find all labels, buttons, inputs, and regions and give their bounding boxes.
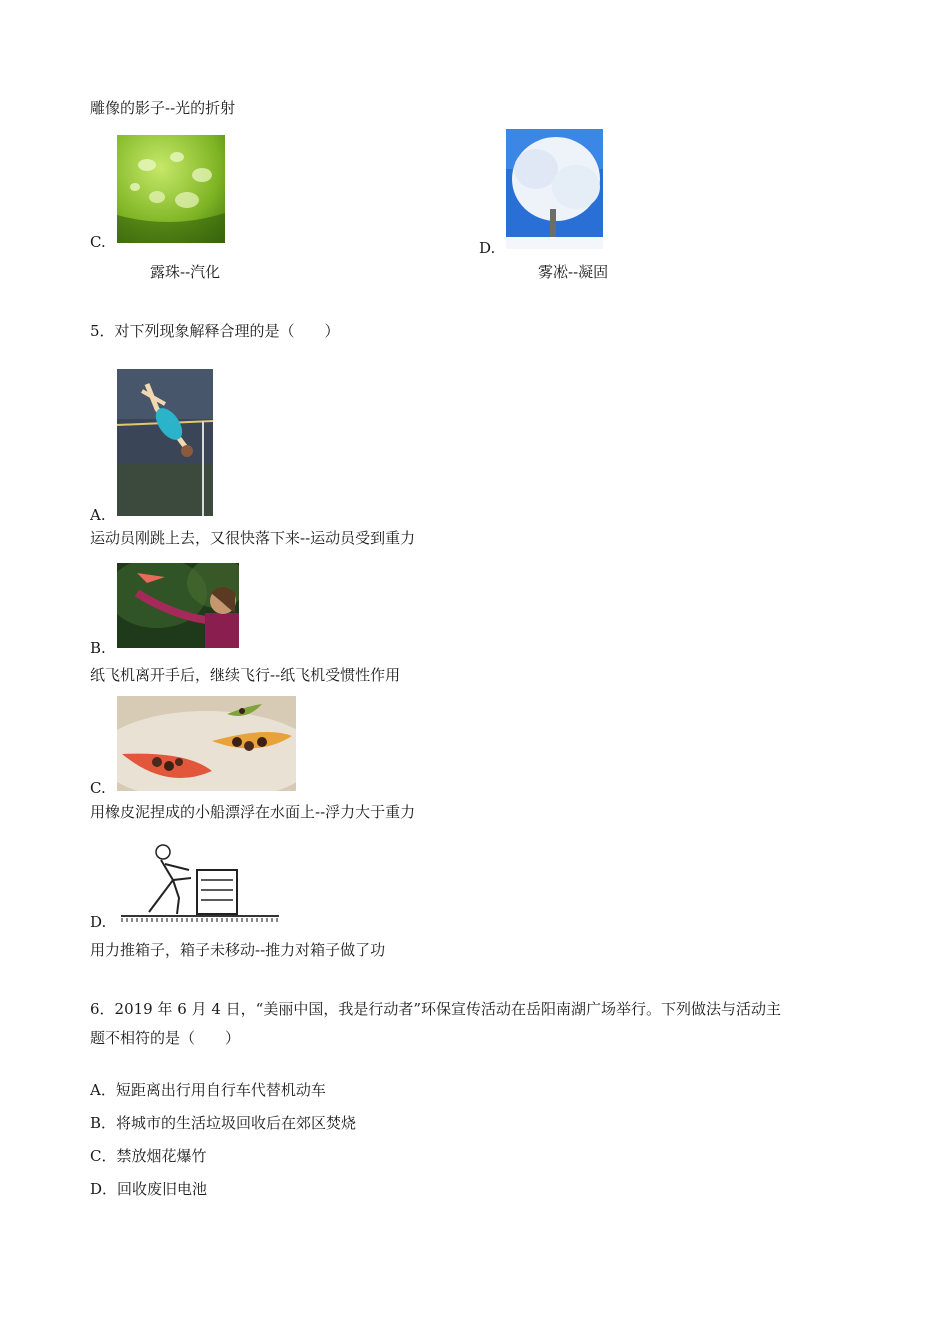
q5-stem: 5．对下列现象解释合理的是（ ） xyxy=(90,322,340,340)
q6-option-a: A．短距离出行用自行车代替机动车 xyxy=(90,1081,326,1099)
q6-option-d: D．回收废旧电池 xyxy=(90,1180,208,1198)
q5-option-c-text: 用橡皮泥捏成的小船漂浮在水面上--浮力大于重力 xyxy=(90,803,416,821)
q5-option-d-letter: D. xyxy=(90,913,107,931)
rime-tree-image xyxy=(506,129,603,249)
dewdrop-leaf-image xyxy=(117,135,225,243)
q5-option-a-text: 运动员刚跳上去，又很快落下来--运动员受到重力 xyxy=(90,529,416,547)
q5-option-c-letter: C. xyxy=(90,779,106,797)
high-jumper-image xyxy=(117,369,213,516)
q4-option-d-caption: 雾凇--凝固 xyxy=(538,263,609,281)
boy-pushing-box-image xyxy=(121,840,279,924)
q6-stem-line-1: 6．2019 年 6 月 4 日，“美丽中国，我是行动者”环保宣传活动在岳阳南湖广场举行。下列做法与活动主 xyxy=(90,1000,781,1018)
q5-option-d-text: 用力推箱子，箱子未移动--推力对箱子做了功 xyxy=(90,941,386,959)
q4-option-c-caption: 露珠--汽化 xyxy=(150,263,221,281)
q5-option-b-text: 纸飞机离开手后，继续飞行--纸飞机受惯性作用 xyxy=(90,666,401,684)
paper-plane-image xyxy=(117,563,239,648)
q6-option-c: C．禁放烟花爆竹 xyxy=(90,1147,207,1165)
clay-boat-image xyxy=(117,696,296,791)
q6-option-b: B．将城市的生活垃圾回收后在郊区焚烧 xyxy=(90,1114,357,1132)
q4-option-b-caption: 雕像的影子--光的折射 xyxy=(90,99,236,117)
q6-stem-line-2: 题不相符的是（ ） xyxy=(90,1029,241,1047)
q5-option-a-letter: A. xyxy=(90,506,106,524)
q5-option-b-letter: B. xyxy=(90,639,106,657)
q4-option-c-letter: C. xyxy=(90,233,106,251)
q4-option-d-letter: D. xyxy=(479,239,496,257)
